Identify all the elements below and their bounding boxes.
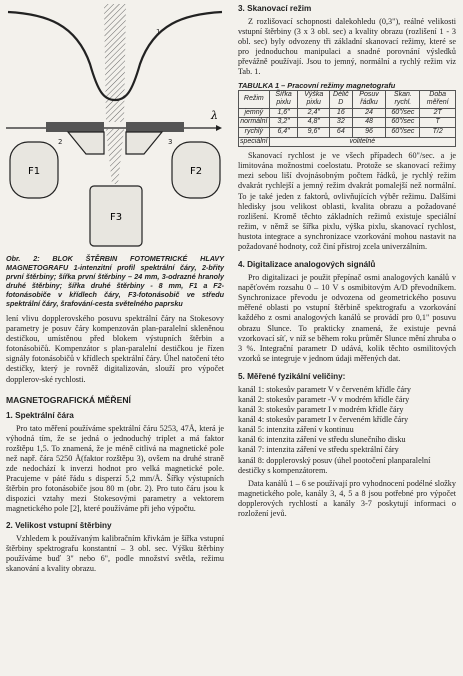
- section-3-text-2: Skanovací rychlost je ve všech případech 60"/sec. a je limitována možnostmi coelostatu. Protože se skanovací režimy mezi sebou liší dvojnásobným počtem řádků, je rychlý režim dvakrát rychlejší a jemný režim dvakrát pomalejší než normální. To je také jeden z faktorů, ovlivňujících výběr režimu. Dalšími hledisky jsou velikost oblasti, kvalita obrazu a požadované rozlišení. Kromě těchto základních režimů existuje speciální režim, v němž se šířka pixlu, výška pixlu, skanovací rychlost, hustota integrace a synchronizace vzorkování mohou nastavit na požadované hodnoty, což činí přístroj zcela univerzálním.: [238, 151, 456, 251]
- table-cell: 60"/sec: [386, 127, 420, 137]
- light-path-hatch-lower: [106, 129, 124, 184]
- list-item: kanál 3: stokesův parametr I v modrém křídle čáry: [238, 405, 404, 415]
- table-cell: 64: [330, 127, 353, 137]
- table-cell: 24: [352, 108, 386, 118]
- svg-text:1: 1: [156, 28, 161, 36]
- slit-block-figure: [6, 4, 224, 254]
- section-5-text-2: Data kanálů 1 – 6 se používají pro vyhodnocení podélné složky magnetického pole, kanály 3, 4, 5 a 8 jsou potřebné pro výpočet dopplerových rychlostí a kanály 3-7 poskytují informaci o rozložení jevů.: [238, 478, 456, 519]
- table-cell: rychlý: [239, 127, 270, 137]
- table-cell: T/2: [420, 127, 456, 137]
- lambda-label: λ: [211, 109, 218, 122]
- table-cell: 3,2": [269, 118, 298, 128]
- table-title: TABULKA 1 – Pracovní režimy magnetografu: [238, 80, 396, 90]
- prism-left: [68, 132, 104, 154]
- table-header-cell: Režim: [239, 90, 270, 108]
- list-item: kanál 4: stokesův parametr I v červeném křídle čáry: [238, 415, 409, 425]
- section-2-text: Vzhledem k používaným kalibračním křivkám je šířka vstupní štěrbiny spektrografu konstantní – 3 obl. sec. Výšku štěrbiny používáme buď 3" nebo 6", podle množství světla, režimu skanování a kvality obrazu.: [6, 533, 224, 573]
- table-cell: 2T: [420, 108, 456, 118]
- left-column: [6, 4, 224, 574]
- table-header-cell: Doba měření: [420, 90, 456, 108]
- section-2-title: 2. Velikost vstupní štěrbiny: [6, 520, 112, 530]
- prism-right: [126, 132, 162, 154]
- section-4-text: Pro digitalizaci je použit přepínač osmi analogových kanálů v napěťovém rozsahu 0 – 10 V s osmibitovým A/D převodníkem. Synchronizace převodu je odvozena od geometrického posuvu měřené oblasti po vstupní štěrbině spektrografu a vzorkování každého z osmi analogových kanálů se provádí pro 0,1" posuvu obrazu Slunce. To prakticky znamená, že existuje pevná vzorkovací síť, v níž se během roku průměr Slunce mění zhruba o 3 %. Integrační parametr D udává, kolik těchto osmilitových vzorků se integruje v jednom údaji měřených dat.: [238, 273, 456, 363]
- photomultiplier-f2: [172, 142, 220, 198]
- section-title: MAGNETOGRAFICKÁ MĚŘENÍ: [6, 394, 131, 405]
- table-cell: 32: [330, 118, 353, 128]
- table-row: [239, 137, 456, 147]
- table-cell: normální: [239, 118, 270, 128]
- section-1-text: Pro tato měření používáme spektrální čáru 5253, 47Å, která je výhodná tím, že se jedná o jednoduchý triplet a má faktor rozštěpu 1,5. To znamená, že je méně citlivá na magnetické pole než např. čára 5250 Å(faktor rozštěpu 3), ovšem na druhé straně zde nedochází k inverzi hodnot pro velká magnetické pole. Pracujeme v páté řádu s disperzí 5,2 mm/Å. Šířky výstupních štěrbin pro fotonásobiče jsou 80 m (obr. 2). Pro tuto čáru jsou k dispozici vztahy mezi Stokesovými parametry a vektorem magnetického pole [2], které používáme při jeho výpočtu.: [6, 423, 224, 514]
- table-cell: 1,6": [269, 108, 298, 118]
- table-header-cell: Posuv řádku: [352, 90, 386, 108]
- table-cell: 60"/sec: [386, 108, 420, 118]
- section-1-title: 1. Spektrální čára: [6, 410, 74, 420]
- list-item: kanál 2: stokesův parametr -V v modrém křídle čáry: [238, 395, 410, 404]
- svg-text:2: 2: [58, 138, 63, 146]
- figure-caption: Obr. 2: BLOK ŠTĚRBIN FOTOMETRICKÉ HLAVY MAGNETOGRAFU 1-intenzitní profil spektrální čáry, 2-břity první štěrbiny; šířka první štěrbiny – 24 mm, 3-odrazné hranoly druhé štěrbiny; šířka druhé štěrbiny - 8 mm, F1 a F2-fotonásobiče v křídlech čáry, F3-fotonásobič ve středu spektrální čáry, šrafování-cesta světelného paprsku: [6, 254, 224, 308]
- table-row: [239, 118, 456, 128]
- modes-table: [238, 90, 456, 148]
- table-cell: volitelné: [269, 137, 455, 147]
- section-5-title: 5. Měřené fyzikální veličiny:: [238, 371, 346, 381]
- table-header-cell: Šířka pixlu: [269, 90, 298, 108]
- section-4-title: 4. Digitalizace analogových signálů: [238, 260, 376, 270]
- right-column: [238, 4, 456, 519]
- f2-label: F2: [189, 166, 203, 177]
- table-cell: 2,4": [298, 108, 330, 118]
- table-cell: 6,4": [269, 127, 298, 137]
- table-header-cell: Délič D: [330, 90, 353, 108]
- list-item: kanál 7: intenzita záření ve středu spektrální čáry: [238, 445, 399, 455]
- table-cell: T: [420, 118, 456, 128]
- table-header-row: [239, 90, 456, 108]
- table-header-cell: Skan. rychl.: [386, 90, 420, 108]
- table-cell: jemný: [239, 108, 270, 118]
- table-cell: speciální: [239, 137, 270, 147]
- list-item: kanál 8: dopplerovský posuv (úhel pootočení planparalelní destičky s kompenzátorem.: [238, 455, 431, 475]
- channel-list: [238, 385, 456, 476]
- section-3-text: Z rozlišovací schopnosti dalekohledu (0,3"), reálné velikosti vstupní štěrbiny (3 x 3 obl. sec) a kvality obrazu (rozlišení 1 - 3 obl. sec) byly odvozeny tři základní skanovací režimy, které se pro jednoduchou manipulaci a snadné porovnání výsledků převážně používají. Jsou to jemný, normální a rychlý režim viz Tab. 1.: [238, 17, 456, 77]
- table-row: [239, 108, 456, 118]
- table-cell: 48: [352, 118, 386, 128]
- f1-label: F1: [27, 166, 41, 177]
- table-cell: 60"/sec: [386, 118, 420, 128]
- table-row: [239, 127, 456, 137]
- list-item: kanál 5: intenzita záření v kontinuu: [238, 425, 354, 435]
- table-cell: 9,6": [298, 127, 330, 137]
- table-cell: 16: [330, 108, 353, 118]
- photomultiplier-f3: [90, 186, 142, 246]
- svg-text:3: 3: [168, 138, 173, 146]
- list-item: kanál 6: intenzita záření ve středu slunečního disku: [238, 435, 406, 445]
- slit-block-diagram: [6, 4, 224, 254]
- table-cell: 4,8": [298, 118, 330, 128]
- f3-label: F3: [109, 212, 123, 223]
- paragraph-continuation: lení vlivu dopplerovského posuvu spektrální čáry na Stokesovy parametry je posuv čáry kompenzován plan-paralelní skleněnou destičkou, umístěnou před blokem výstupních štěrbin a fotonásobičů. Kompenzátor s plan-paralelní destičkou je řízen signály fotonásobičů v křídlech spektrální čáry. Úhel natočení této destičky, který je rovněž digitalizován, slouží pro výpočet dopplerov-ské rychlosti.: [6, 314, 224, 384]
- table-cell: 96: [352, 127, 386, 137]
- light-path-hatch: [104, 4, 126, 122]
- list-item: kanál 1: stokesův parametr V v červeném křídle čáry: [238, 384, 411, 394]
- slit-blade-right: [126, 122, 184, 132]
- table-header-cell: Výška pixlu: [298, 90, 330, 108]
- photomultiplier-f1: [10, 142, 58, 198]
- slit-blade-left: [46, 122, 104, 132]
- section-3-title: 3. Skanovací režim: [238, 4, 312, 13]
